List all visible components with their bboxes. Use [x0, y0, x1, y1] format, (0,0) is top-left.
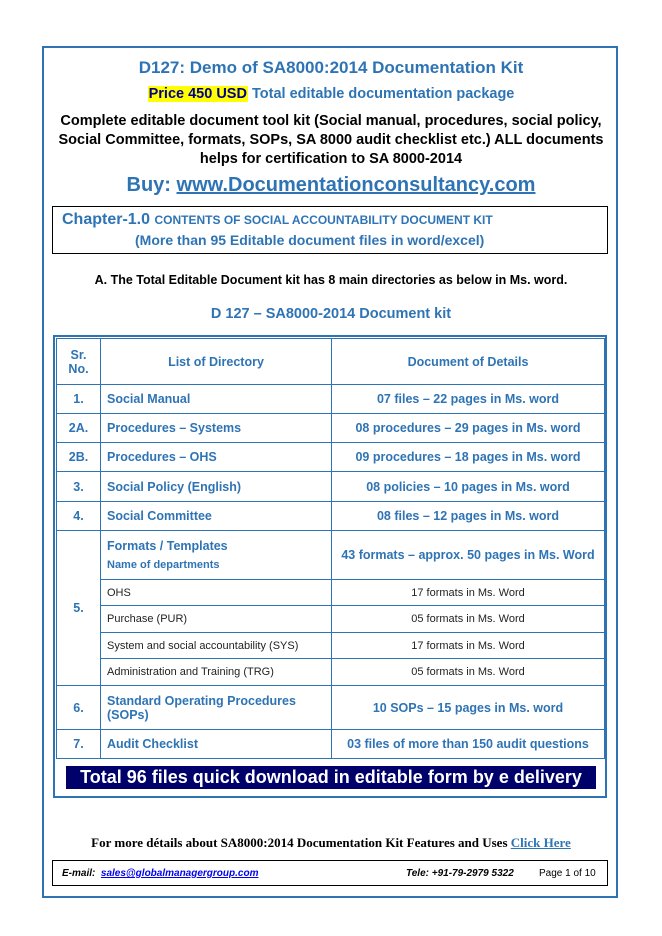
department-row — [57, 580, 605, 606]
chapter-box — [52, 206, 608, 254]
chapter-title: CONTENTS OF SOCIAL ACCOUNTABILITY DOCUMENT KIT — [154, 213, 493, 227]
row-directory: Standard Operating Procedures (SOPs) — [101, 686, 332, 730]
department-details: 17 formats in Ms. Word — [332, 580, 605, 606]
table-row — [57, 730, 605, 759]
row-no: 6. — [57, 686, 101, 730]
page-number: Page 1 of 10 — [539, 868, 596, 879]
row-directory: Procedures – Systems — [101, 414, 332, 443]
chapter-heading — [62, 211, 493, 229]
row-details: 08 policies – 10 pages in Ms. word — [332, 472, 605, 502]
row-details: 09 procedures – 18 pages in Ms. word — [332, 443, 605, 472]
header-details: Document of Details — [332, 339, 605, 385]
footer-telephone: Tele: +91-79-2979 5322 — [406, 868, 514, 879]
row-details: 03 files of more than 150 audit questions — [332, 730, 605, 759]
department-details: 05 formats in Ms. Word — [332, 659, 605, 686]
table-row — [57, 443, 605, 472]
directory-table — [56, 338, 605, 759]
price-tagline: Total editable documentation package — [251, 86, 515, 102]
department-row — [57, 659, 605, 686]
buy-line — [44, 174, 618, 197]
row-directory: Social Manual — [101, 385, 332, 414]
header-directory: List of Directory — [101, 339, 332, 385]
row-no: 3. — [57, 472, 101, 502]
email-label: E-mail: — [62, 868, 96, 879]
table-row-formats — [57, 531, 605, 580]
row-details: 08 procedures – 29 pages in Ms. word — [332, 414, 605, 443]
row-no: 1. — [57, 385, 101, 414]
row-details: 07 files – 22 pages in Ms. word — [332, 385, 605, 414]
formats-title: Formats / Templates — [107, 539, 228, 553]
department-name: Purchase (PUR) — [101, 606, 332, 633]
more-details-text: For more détails about SA8000:2014 Documentation Kit Features and Uses — [91, 835, 508, 850]
department-row — [57, 633, 605, 659]
table-title: D 127 – SA8000-2014 Document kit — [210, 306, 452, 322]
row-directory: Social Policy (English) — [101, 472, 332, 502]
buy-label: Buy: — [126, 174, 171, 196]
department-name: System and social accountability (SYS) — [101, 633, 332, 659]
price-line — [44, 86, 618, 102]
footer-email — [62, 868, 258, 879]
row-directory: Audit Checklist — [101, 730, 332, 759]
table-row — [57, 472, 605, 502]
table-row — [57, 502, 605, 531]
row-directory: Social Committee — [101, 502, 332, 531]
department-row — [57, 606, 605, 633]
row-no: 2A. — [57, 414, 101, 443]
table-row — [57, 414, 605, 443]
chapter-subheading: (More than 95 Editable document files in word/excel) — [135, 232, 485, 248]
kit-description: Complete editable document tool kit (Social manual, procedures, social policy, Social Committee, formats, SOPs, SA 8000 audit checklist etc.) ALL documents helps for certification to SA 8000-2014 — [58, 113, 604, 167]
department-details: 05 formats in Ms. Word — [332, 606, 605, 633]
row-details: 08 files – 12 pages in Ms. word — [332, 502, 605, 531]
row-directory — [101, 531, 332, 580]
header-sr-no: Sr. No. — [57, 339, 101, 385]
formats-sub-label: Name of departments — [107, 559, 220, 571]
row-no: 4. — [57, 502, 101, 531]
table-row — [57, 385, 605, 414]
row-no: 2B. — [57, 443, 101, 472]
row-no: 5. — [57, 531, 101, 686]
total-files-banner: Total 96 files quick download in editable form by e delivery — [66, 766, 596, 789]
row-directory: Procedures – OHS — [101, 443, 332, 472]
more-details-line — [44, 835, 618, 851]
department-name: OHS — [101, 580, 332, 606]
email-link[interactable]: sales@globalmanagergroup.com — [100, 868, 259, 879]
department-name: Administration and Training (TRG) — [101, 659, 332, 686]
buy-link[interactable]: www.Documentationconsultancy.com — [176, 174, 536, 196]
price-badge: Price 450 USD — [148, 86, 247, 102]
row-details: 10 SOPs – 15 pages in Ms. word — [332, 686, 605, 730]
department-details: 17 formats in Ms. Word — [332, 633, 605, 659]
document-title: D127: Demo of SA8000:2014 Documentation Kit — [138, 58, 524, 77]
row-details: 43 formats – approx. 50 pages in Ms. Word — [332, 531, 605, 580]
table-row — [57, 686, 605, 730]
page-footer — [52, 860, 608, 886]
table-header-row — [57, 339, 605, 385]
intro-text: A. The Total Editable Document kit has 8 main directories as below in Ms. word. — [94, 273, 568, 287]
chapter-number: Chapter-1.0 — [62, 211, 151, 228]
row-no: 7. — [57, 730, 101, 759]
click-here-link[interactable]: Click Here — [510, 835, 571, 850]
